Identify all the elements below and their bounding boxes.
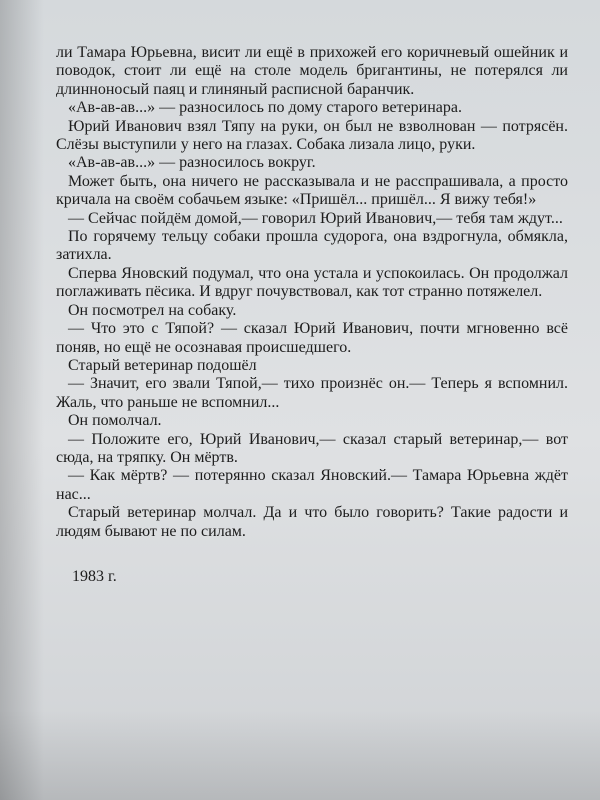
paragraph-12: — Значит, его звали Тяпой,— тихо произнёс он.— Теперь я вспомнил. Жаль, что раньше не вспомнил...: [56, 375, 568, 411]
paragraph-15: — Как мёртв? — потерянно сказал Яновский.— Тамара Юрьевна ждёт нас...: [56, 467, 568, 503]
page-text: [56, 44, 568, 586]
paragraph-1: ли Тамара Юрьевна, висит ли ещё в прихожей его коричневый ошейник и поводок, стоит ли ещё на столе модель бригантины, не потерялся ли длинноносый паяц и глиняный расписной баранчик.: [56, 44, 568, 98]
paragraph-7: По горячему тельцу собаки прошла судорога, она вздрогнула, обмякла, затихла.: [56, 228, 568, 264]
paragraph-2: «Ав-ав-ав...» — разносилось по дому старого ветеринара.: [68, 99, 462, 117]
paragraph-6: — Сейчас пойдём домой,— говорил Юрий Иванович,— тебя там ждут...: [68, 209, 563, 227]
paragraph-13: Он помолчал.: [68, 412, 162, 430]
paragraph-14: — Положите его, Юрий Иванович,— сказал старый ветеринар,— вот сюда, на тряпку. Он мёртв.: [56, 430, 568, 466]
paragraph-8: Сперва Яновский подумал, что она устала и успокоилась. Он продолжал поглаживать пёсика. И вдруг почувствовал, как тот странно потяжелел.: [56, 264, 568, 301]
paragraph-5: Может быть, она ничего не рассказывала и не расспрашивала, а просто кричала на своём собачьем языке: «Пришёл... пришёл... Я вижу тебя!»: [56, 172, 568, 209]
paragraph-10: — Что это с Тяпой? — сказал Юрий Иванович, почти мгновенно всё поняв, но ещё не осознавая происшедшего.: [56, 320, 568, 356]
paragraph-3: Юрий Иванович взял Тяпу на руки, он был не взволнован — потрясён. Слёзы выступили у него на глазах. Собака лизала лицо, руки.: [56, 117, 568, 154]
date-line: 1983 г.: [72, 567, 117, 585]
paragraph-16: Старый ветеринар молчал. Да и что было говорить? Такие радости и людям бывают не по силам.: [56, 504, 568, 540]
paragraph-11: Старый ветеринар подошёл: [68, 356, 257, 374]
paragraph-9: Он посмотрел на собаку.: [68, 301, 237, 319]
paragraph-4: «Ав-ав-ав...» — разносилось вокруг.: [68, 154, 316, 172]
